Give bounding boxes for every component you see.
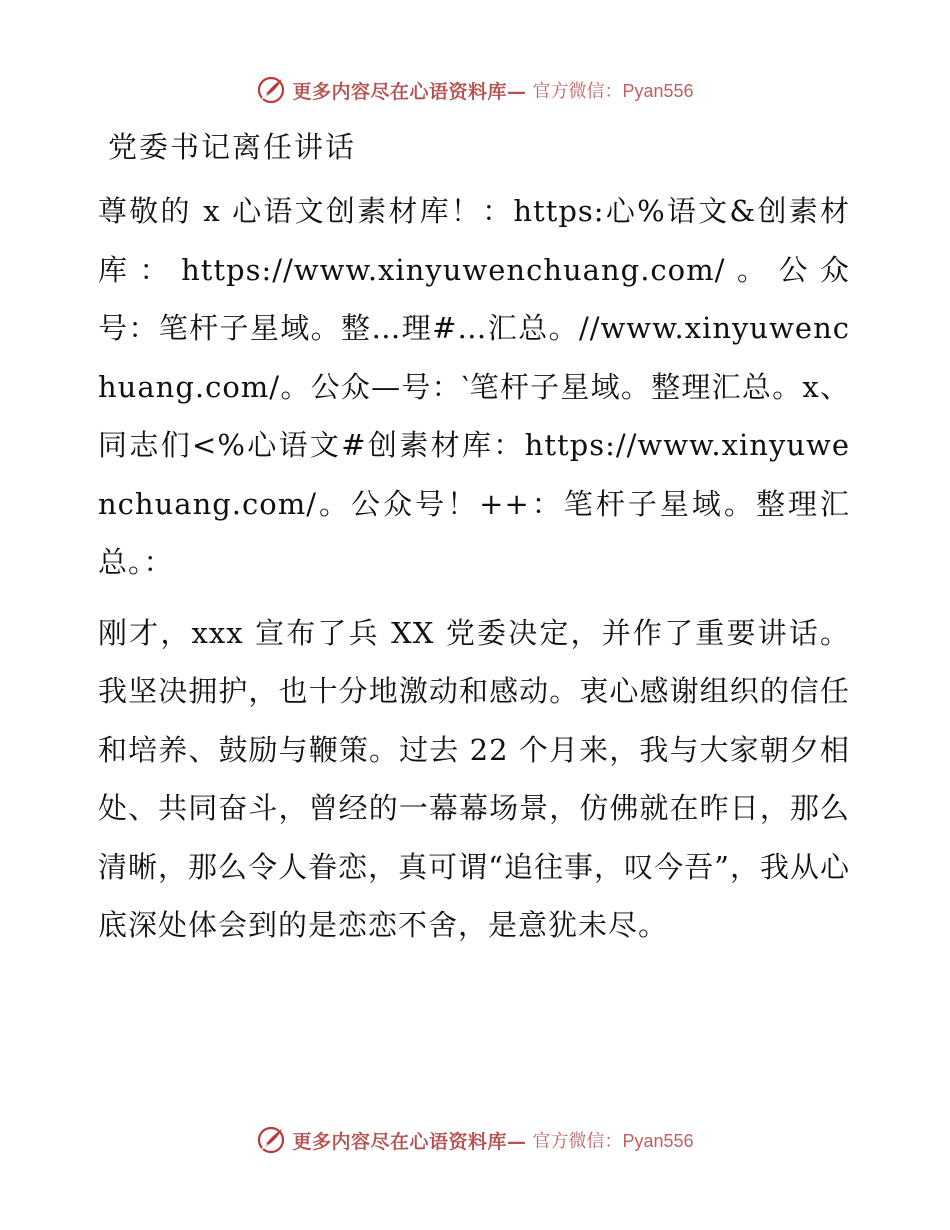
banner-promo-text: 更多内容尽在心语资料库— (292, 80, 527, 103)
feather-pen-logo-icon (256, 1125, 286, 1155)
footer-banner (0, 1120, 950, 1160)
footer-promo-text: 更多内容尽在心语资料库— (292, 1130, 527, 1153)
paragraph-1: 尊敬的 x 心语文创素材库！：https:心%语文&创素材库：https://www.xinyuwenchuang.com/。公众号：笔杆子星域。整…理#…汇总。//www.xinyuwenchuang.com/。公众—号：‵笔杆子星域。整理汇总。x、同志们<%心语文#创素材库：https://www.xinyuwenchuang.com/。公众号！++：笔杆子星域。整理汇总。： (98, 194, 850, 579)
header-banner (0, 70, 950, 110)
footer-wechat-text: 官方微信：Pyan556 (532, 1131, 694, 1151)
document-body (98, 122, 850, 967)
document-title: 党委书记离任讲话 (108, 130, 357, 164)
banner-wechat-text: 官方微信：Pyan556 (532, 81, 694, 101)
feather-pen-logo-icon (256, 75, 286, 105)
paragraph-2: 刚才，xxx 宣布了兵 XX 党委决定，并作了重要讲话。我坚决拥护，也十分地激动和感动。衷心感谢组织的信任和培养、鼓励与鞭策。过去 22 个月来，我与大家朝夕相处、共同奋斗，曾经的一幕幕场景，仿佛就在昨日，那么清晰，那么令人眷恋，真可谓“追往事，叹今吾”，我从心底深处体会到的是恋恋不舍，是意犹未尽。 (98, 615, 850, 942)
